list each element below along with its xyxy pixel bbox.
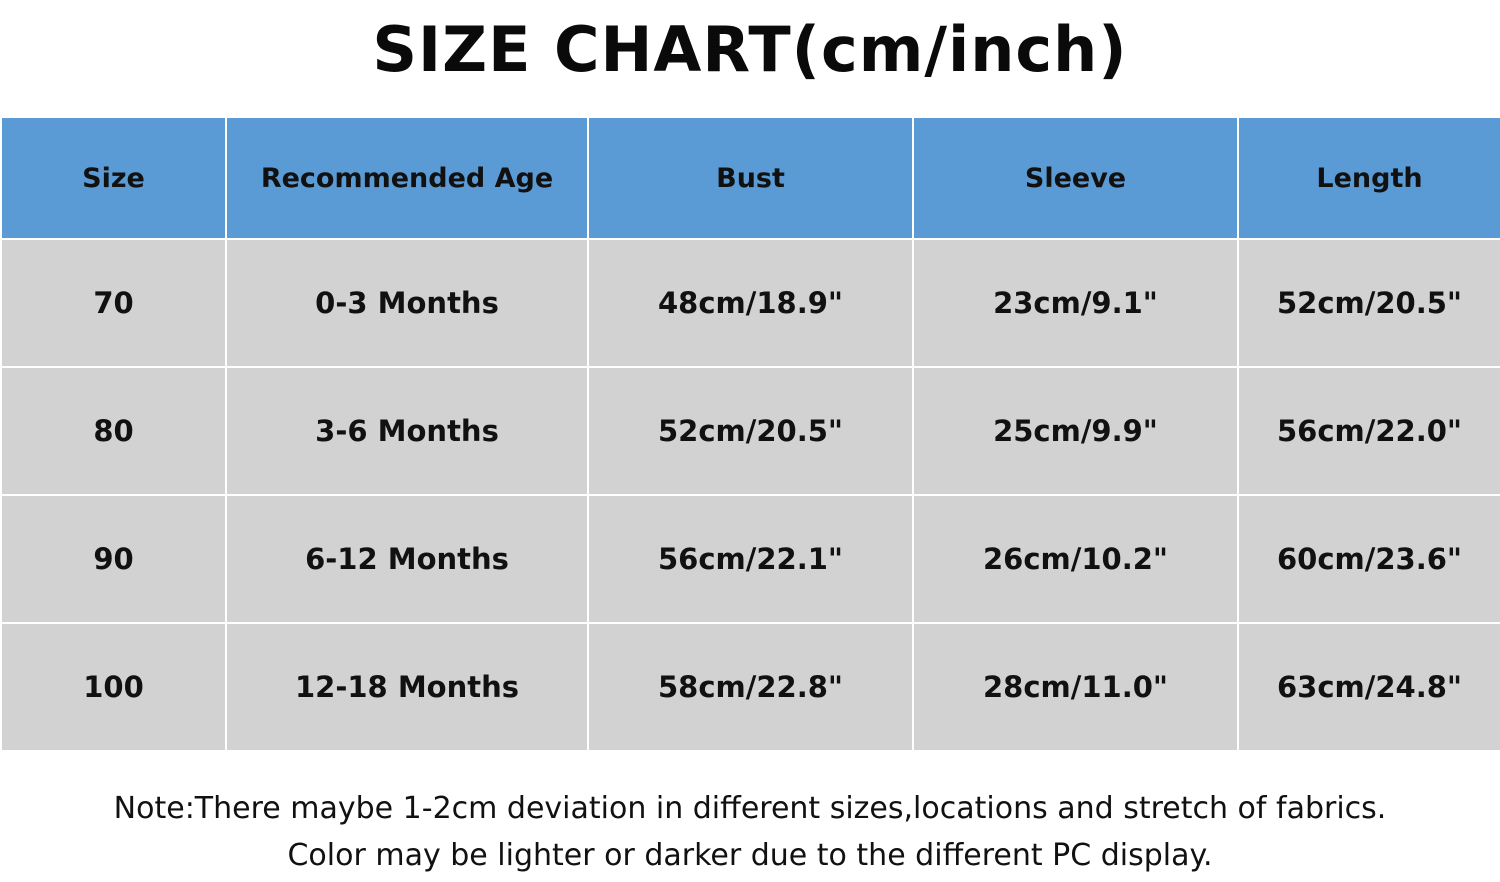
column-header-size: Size: [1, 117, 226, 239]
notes-block: [0, 786, 1500, 879]
column-header-sleeve: Sleeve: [913, 117, 1238, 239]
cell-length: 56cm/22.0": [1238, 367, 1500, 495]
cell-size: 90: [1, 495, 226, 623]
cell-bust: 52cm/20.5": [588, 367, 913, 495]
cell-size: 70: [1, 239, 226, 367]
cell-recommended-age: 6-12 Months: [226, 495, 588, 623]
size-chart-table: [0, 116, 1500, 752]
cell-length: 63cm/24.8": [1238, 623, 1500, 751]
column-header-bust: Bust: [588, 117, 913, 239]
column-header-length: Length: [1238, 117, 1500, 239]
cell-size: 100: [1, 623, 226, 751]
table-header: [1, 117, 1500, 239]
cell-length: 60cm/23.6": [1238, 495, 1500, 623]
cell-sleeve: 28cm/11.0": [913, 623, 1238, 751]
cell-sleeve: 26cm/10.2": [913, 495, 1238, 623]
cell-sleeve: 25cm/9.9": [913, 367, 1238, 495]
cell-length: 52cm/20.5": [1238, 239, 1500, 367]
note-color: Color may be lighter or darker due to the different PC display.: [287, 837, 1213, 873]
cell-bust: 58cm/22.8": [588, 623, 913, 751]
cell-bust: 48cm/18.9": [588, 239, 913, 367]
table-row: [1, 239, 1500, 367]
column-header-recommended-age: Recommended Age: [226, 117, 588, 239]
page-title: SIZE CHART(cm/inch): [372, 13, 1128, 86]
cell-recommended-age: 12-18 Months: [226, 623, 588, 751]
note-deviation: Note:There maybe 1-2cm deviation in different sizes,locations and stretch of fabrics.: [113, 791, 1387, 827]
cell-sleeve: 23cm/9.1": [913, 239, 1238, 367]
cell-bust: 56cm/22.1": [588, 495, 913, 623]
cell-recommended-age: 3-6 Months: [226, 367, 588, 495]
table-row: [1, 367, 1500, 495]
cell-recommended-age: 0-3 Months: [226, 239, 588, 367]
table-header-row: [1, 117, 1500, 239]
cell-size: 80: [1, 367, 226, 495]
table-row: [1, 623, 1500, 751]
table-row: [1, 495, 1500, 623]
table-body: [1, 239, 1500, 751]
